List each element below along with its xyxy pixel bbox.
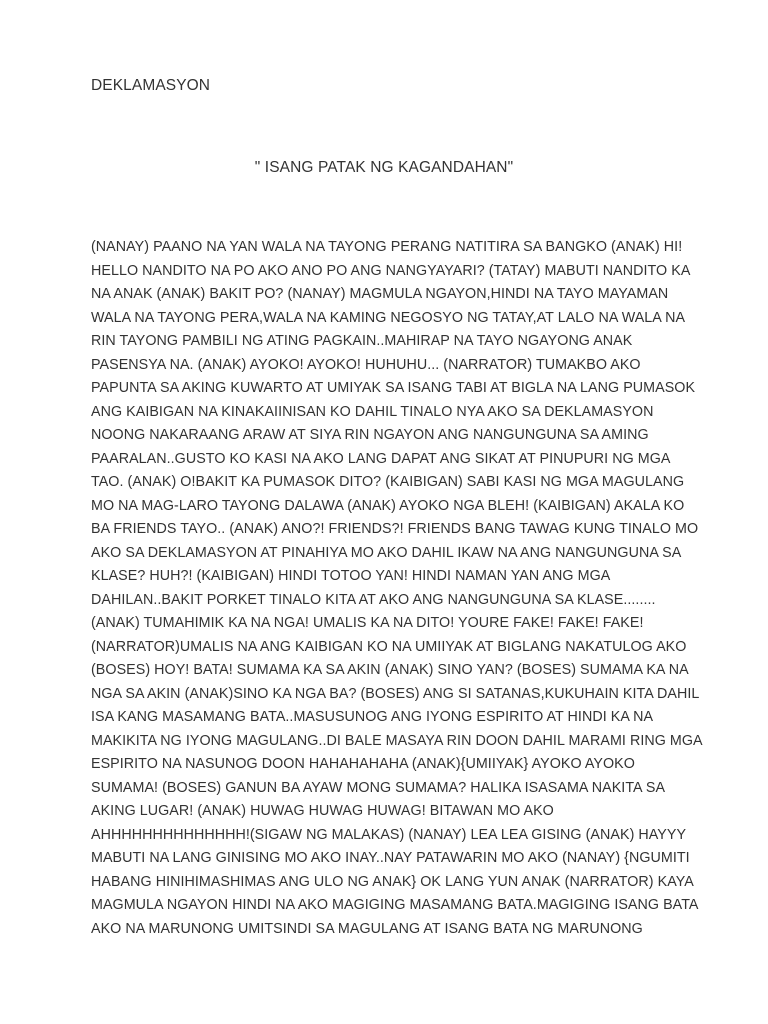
body-line: NOONG NAKARAANG ARAW AT SIYA RIN NGAYON ANG NANGUNGUNA SA AMING: [91, 427, 649, 443]
body-line: ISA KANG MASAMANG BATA..MASUSUNOG ANG IYONG ESPIRITO AT HINDI KA NA: [91, 709, 654, 725]
body-line: AKO NA MARUNONG UMITSINDI SA MAGULANG AT ISANG BATA NG MARUNONG: [91, 920, 643, 937]
body-line: AKO SA DEKLAMASYON AT PINAHIYA MO AKO DAHIL IKAW NA ANG NANGUNGUNA SA: [91, 544, 682, 561]
body-line: NGA SA AKIN (ANAK)SINO KA NGA BA? (BOSES) ANG SI SATANAS,KUKUHAIN KITA DAHIL: [91, 685, 700, 702]
body-line: MABUTI NA LANG GINISING MO AKO INAY..NAY PATAWARIN MO AKO (NANAY) {NGUMITI: [91, 850, 690, 866]
body-line: PASENSYA NA. (ANAK) AYOKO! AYOKO! HUHUHU... (NARRATOR) TUMAKBO AKO: [91, 356, 641, 373]
body-line: MAKIKITA NG IYONG MAGULANG..DI BALE MASAYA RIN DOON DAHIL MARAMI RING MGA: [91, 732, 703, 749]
body-line: BA FRIENDS TAYO.. (ANAK) ANO?! FRIENDS?! FRIENDS BANG TAWAG KUNG TINALO MO: [91, 521, 699, 537]
body-line: HABANG HINIHIMASHIMAS ANG ULO NG ANAK} OK LANG YUN ANAK (NARRATOR) KAYA: [91, 873, 694, 890]
body-line: NA ANAK (ANAK) BAKIT PO? (NANAY) MAGMULA NGAYON,HINDI NA TAYO MAYAMAN: [91, 286, 669, 302]
body-line: PAARALAN..GUSTO KO KASI NA AKO LANG DAPAT ANG SIKAT AT PINUPURI NG MGA: [91, 450, 671, 467]
document-title: " ISANG PATAK NG KAGANDAHAN": [254, 159, 514, 176]
body-line: (NARRATOR)UMALIS NA ANG KAIBIGAN KO NA UMIIYAK AT BIGLANG NAKATULOG AKO: [91, 638, 687, 655]
body-line: (NANAY) PAANO NA YAN WALA NA TAYONG PERANG NATITIRA SA BANGKO (ANAK) HI!: [91, 239, 683, 255]
body-line: AHHHHHHHHHHHHHH!(SIGAW NG MALAKAS) (NANAY) LEA LEA GISING (ANAK) HAYYY: [91, 826, 687, 843]
document-body: [91, 236, 703, 941]
body-line: HELLO NANDITO NA PO AKO ANO PO ANG NANGYAYARI? (TATAY) MABUTI NANDITO KA: [91, 262, 691, 279]
body-line: RIN TAYONG PAMBILI NG ATING PAGKAIN..MAHIRAP NA TAYO NGAYONG ANAK: [91, 333, 633, 349]
body-line: (ANAK) TUMAHIMIK KA NA NGA! UMALIS KA NA DITO! YOURE FAKE! FAKE! FAKE!: [91, 615, 644, 631]
body-line: ESPIRITO NA NASUNOG DOON HAHAHAHAHA (ANAK){UMIIYAK} AYOKO AYOKO: [91, 756, 635, 772]
body-line: KLASE? HUH?! (KAIBIGAN) HINDI TOTOO YAN! HINDI NAMAN YAN ANG MGA: [91, 568, 611, 584]
document-label: DEKLAMASYON: [91, 77, 211, 94]
body-line: (BOSES) HOY! BATA! SUMAMA KA SA AKIN (ANAK) SINO YAN? (BOSES) SUMAMA KA NA: [91, 662, 689, 678]
body-line: ANG KAIBIGAN NA KINAKAIINISAN KO DAHIL TINALO NYA AKO SA DEKLAMASYON: [91, 403, 654, 420]
body-line: TAO. (ANAK) O!BAKIT KA PUMASOK DITO? (KAIBIGAN) SABI KASI NG MGA MAGULANG: [91, 474, 685, 490]
body-line: PAPUNTA SA AKING KUWARTO AT UMIYAK SA ISANG TABI AT BIGLA NA LANG PUMASOK: [91, 380, 696, 396]
body-line: DAHILAN..BAKIT PORKET TINALO KITA AT AKO ANG NANGUNGUNA SA KLASE........: [91, 591, 656, 608]
body-line: WALA NA TAYONG PERA,WALA NA KAMING NEGOSYO NG TATAY,AT LALO NA WALA NA: [91, 309, 686, 326]
body-line: AKING LUGAR! (ANAK) HUWAG HUWAG HUWAG! BITAWAN MO AKO: [91, 803, 554, 819]
body-line: MO NA MAG-LARO TAYONG DALAWA (ANAK) AYOKO NGA BLEH! (KAIBIGAN) AKALA KO: [91, 497, 685, 514]
body-line: MAGMULA NGAYON HINDI NA AKO MAGIGING MASAMANG BATA.MAGIGING ISANG BATA: [91, 897, 699, 913]
body-line: SUMAMA! (BOSES) GANUN BA AYAW MONG SUMAMA? HALIKA ISASAMA NAKITA SA: [91, 779, 666, 796]
